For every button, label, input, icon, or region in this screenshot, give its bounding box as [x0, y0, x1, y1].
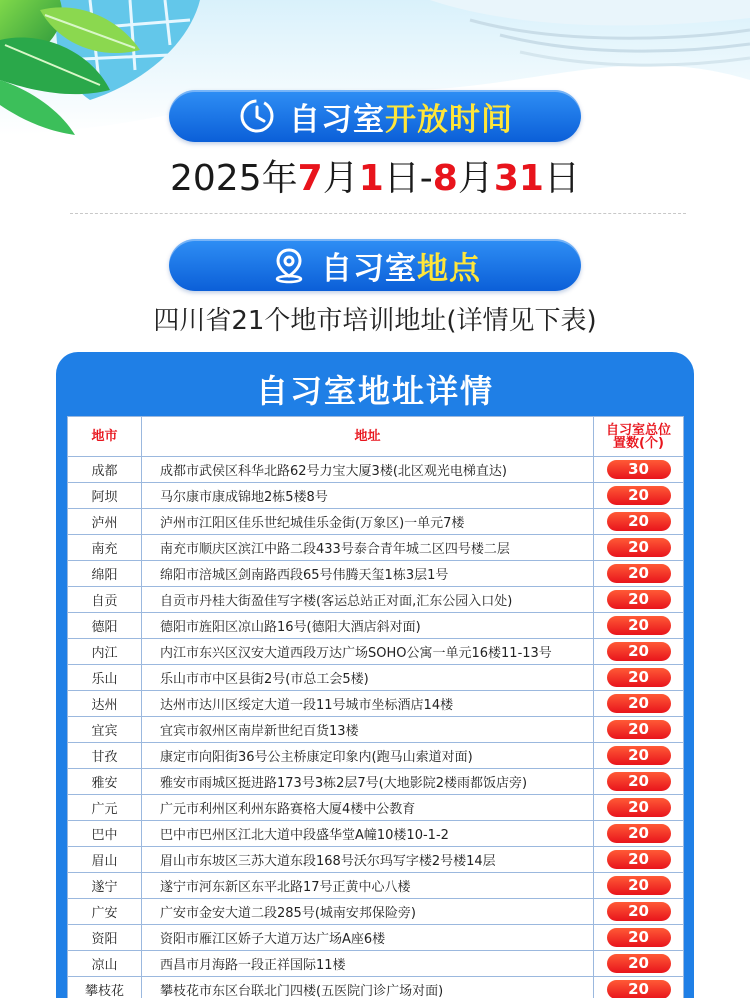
- cell-count: [594, 639, 684, 665]
- cell-address: 雅安市雨城区挺进路173号3栋2层7号(大地影院2楼雨都饭店旁): [142, 769, 594, 795]
- date-year: 2025年: [170, 158, 298, 199]
- cell-address: 广元市利州区利州东路赛格大厦4楼中公教育: [142, 795, 594, 821]
- count-badge: 20: [607, 720, 671, 739]
- cell-city: 达州: [68, 691, 142, 717]
- cell-address: 宜宾市叙州区南岸新世纪百货13楼: [142, 717, 594, 743]
- table-row: [68, 483, 684, 509]
- table-container: [67, 416, 683, 998]
- cell-city: 自贡: [68, 587, 142, 613]
- count-badge: 20: [607, 616, 671, 635]
- header-address: 地址: [142, 417, 594, 457]
- cell-count: [594, 951, 684, 977]
- cell-city: 德阳: [68, 613, 142, 639]
- cell-address: 广安市金安大道二段285号(城南安邦保险旁): [142, 899, 594, 925]
- date-end-day: 31: [493, 158, 544, 199]
- cell-address: 巴中市巴州区江北大道中段盛华堂A幢10楼10-1-2: [142, 821, 594, 847]
- cell-address: 康定市向阳街36号公主桥康定印象内(跑马山索道对面): [142, 743, 594, 769]
- location-subtitle: 四川省21个地市培训地址(详情见下表): [153, 306, 597, 336]
- header-count: [594, 417, 684, 457]
- table-row: [68, 795, 684, 821]
- cell-count: [594, 717, 684, 743]
- cell-address: 泸州市江阳区佳乐世纪城佳乐金街(万象区)一单元7楼: [142, 509, 594, 535]
- table-row: [68, 509, 684, 535]
- cell-count: [594, 795, 684, 821]
- cell-address: 资阳市雁江区娇子大道万达广场A座6楼: [142, 925, 594, 951]
- cell-count: [594, 613, 684, 639]
- count-badge: 20: [607, 668, 671, 687]
- date-day-char-2: 日: [543, 158, 580, 199]
- cell-address: 南充市顺庆区滨江中路二段433号泰合青年城二区四号楼二层: [142, 535, 594, 561]
- cell-city: 攀枝花: [68, 977, 142, 998]
- table-row: [68, 743, 684, 769]
- section-divider: [70, 213, 686, 214]
- cell-count: [594, 665, 684, 691]
- cell-address: 马尔康市康成锦地2栋5楼8号: [142, 483, 594, 509]
- count-badge: 20: [607, 954, 671, 973]
- cell-count: [594, 873, 684, 899]
- table-row: [68, 613, 684, 639]
- count-badge: 20: [607, 798, 671, 817]
- table-row: [68, 561, 684, 587]
- cell-address: 自贡市丹桂大街盈佳写字楼(客运总站正对面,汇东公园入口处): [142, 587, 594, 613]
- cell-address: 西昌市月海路一段正祥国际11楼: [142, 951, 594, 977]
- address-table-panel: [56, 352, 694, 998]
- count-badge: 20: [607, 538, 671, 557]
- date-start-month: 7: [297, 158, 323, 199]
- table-title: 自习室地址详情: [255, 372, 494, 410]
- count-badge: 20: [607, 824, 671, 843]
- cell-count: [594, 561, 684, 587]
- count-badge: 20: [607, 512, 671, 531]
- cell-count: [594, 769, 684, 795]
- cell-city: 南充: [68, 535, 142, 561]
- table-row: [68, 639, 684, 665]
- cell-count: [594, 899, 684, 925]
- date-range: [0, 150, 750, 201]
- table-row: [68, 977, 684, 998]
- cell-city: 眉山: [68, 847, 142, 873]
- location-heading: [169, 239, 581, 291]
- cell-address: 德阳市旌阳区凉山路16号(德阳大酒店斜对面): [142, 613, 594, 639]
- table-row: [68, 769, 684, 795]
- count-badge: 20: [607, 980, 671, 998]
- cell-count: [594, 587, 684, 613]
- header-count-line2: 置数(个): [613, 435, 664, 451]
- header-count-line1: 自习室总位: [605, 422, 671, 438]
- date-month-char-2: 月: [457, 158, 494, 199]
- cell-city: 绵阳: [68, 561, 142, 587]
- cell-city: 内江: [68, 639, 142, 665]
- cell-address: 乐山市市中区县街2号(市总工会5楼): [142, 665, 594, 691]
- header-city: 地市: [68, 417, 142, 457]
- count-badge: 20: [607, 746, 671, 765]
- date-month-char-1: 月: [322, 158, 359, 199]
- cell-city: 乐山: [68, 665, 142, 691]
- count-badge: 20: [607, 590, 671, 609]
- cell-address: 攀枝花市东区台联北门四楼(五医院门诊广场对面): [142, 977, 594, 998]
- table-row: [68, 821, 684, 847]
- count-badge: 30: [607, 460, 671, 479]
- table-row: [68, 587, 684, 613]
- cell-city: 雅安: [68, 769, 142, 795]
- table-row: [68, 457, 684, 483]
- cell-address: 绵阳市涪城区剑南路西段65号伟腾天玺1栋3层1号: [142, 561, 594, 587]
- map-pin-icon: [269, 245, 309, 285]
- cell-address: 达州市达川区绥定大道一段11号城市坐标酒店14楼: [142, 691, 594, 717]
- table-row: [68, 951, 684, 977]
- cell-city: 成都: [68, 457, 142, 483]
- cell-city: 巴中: [68, 821, 142, 847]
- cell-count: [594, 509, 684, 535]
- cell-count: [594, 821, 684, 847]
- count-badge: 20: [607, 928, 671, 947]
- count-badge: 20: [607, 876, 671, 895]
- table-row: [68, 925, 684, 951]
- cell-address: 成都市武侯区科华北路62号力宝大厦3楼(北区观光电梯直达): [142, 457, 594, 483]
- cell-city: 广元: [68, 795, 142, 821]
- cell-count: [594, 847, 684, 873]
- cell-city: 阿坝: [68, 483, 142, 509]
- table-row: [68, 717, 684, 743]
- cell-count: [594, 535, 684, 561]
- count-badge: 20: [607, 642, 671, 661]
- count-badge: 20: [607, 850, 671, 869]
- location-title-part2: 地点: [417, 250, 481, 287]
- cell-city: 遂宁: [68, 873, 142, 899]
- date-dash: -: [419, 158, 433, 199]
- table-header-row: [68, 417, 684, 457]
- cell-count: [594, 977, 684, 998]
- count-badge: 20: [607, 772, 671, 791]
- cell-count: [594, 457, 684, 483]
- table-row: [68, 873, 684, 899]
- cell-count: [594, 483, 684, 509]
- count-badge: 20: [607, 486, 671, 505]
- location-title-part1: 自习室: [321, 250, 417, 287]
- table-row: [68, 899, 684, 925]
- date-start-day: 1: [358, 158, 384, 199]
- cell-city: 凉山: [68, 951, 142, 977]
- count-badge: 20: [607, 564, 671, 583]
- cell-city: 宜宾: [68, 717, 142, 743]
- count-badge: 20: [607, 694, 671, 713]
- cell-address: 遂宁市河东新区东平北路17号正黄中心八楼: [142, 873, 594, 899]
- count-badge: 20: [607, 902, 671, 921]
- cell-count: [594, 743, 684, 769]
- table-row: [68, 847, 684, 873]
- cell-address: 眉山市东坡区三苏大道东段168号沃尔玛写字楼2号楼14层: [142, 847, 594, 873]
- date-end-month: 8: [432, 158, 458, 199]
- cell-city: 资阳: [68, 925, 142, 951]
- open-time-heading: [169, 90, 581, 142]
- table-row: [68, 665, 684, 691]
- open-time-title-part1: 自习室: [289, 101, 385, 138]
- cell-address: 内江市东兴区汉安大道西段万达广场SOHO公寓一单元16楼11-13号: [142, 639, 594, 665]
- address-table: [67, 416, 684, 998]
- clock-icon: [237, 96, 277, 136]
- cell-count: [594, 691, 684, 717]
- open-time-title-part2: 开放时间: [385, 101, 513, 138]
- cell-city: 泸州: [68, 509, 142, 535]
- table-row: [68, 535, 684, 561]
- cell-count: [594, 925, 684, 951]
- cell-city: 甘孜: [68, 743, 142, 769]
- table-body: [68, 457, 684, 998]
- cell-city: 广安: [68, 899, 142, 925]
- table-row: [68, 691, 684, 717]
- date-day-char-1: 日: [383, 158, 420, 199]
